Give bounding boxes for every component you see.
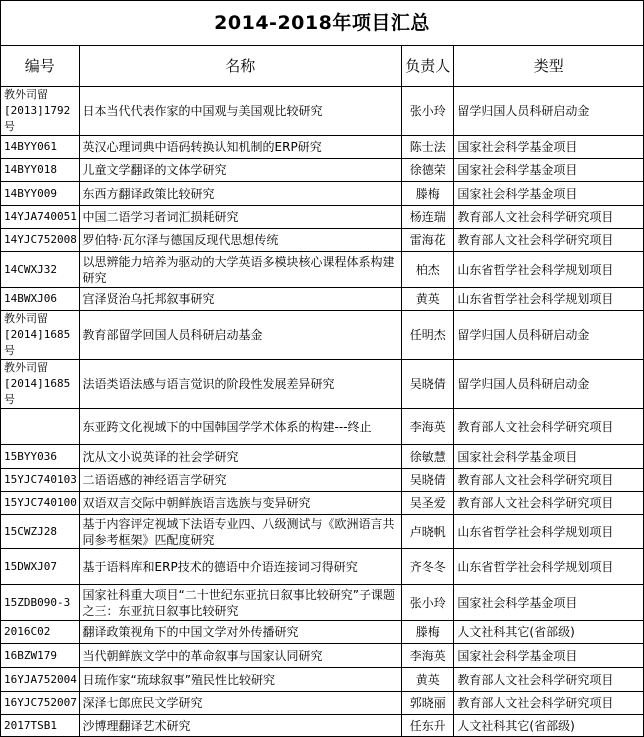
cell-name: 基于内容评定视域下法语专业四、八级测试与《欧洲语言共同参考框架》匹配度研究 [79, 515, 402, 549]
cell-name: 翻译政策视角下的中国文学对外传播研究 [79, 621, 402, 644]
cell-name: 中国二语学习者词汇损耗研究 [79, 206, 402, 229]
table-row [1, 515, 644, 549]
cell-leader: 李海英 [402, 644, 454, 668]
cell-type: 人文社科其它(省部级) [454, 715, 644, 737]
cell-leader: 徐德荣 [402, 159, 454, 182]
cell-leader: 卢晓帆 [402, 515, 454, 549]
cell-name: 罗伯特·瓦尔泽与德国反现代思想传统 [79, 229, 402, 252]
column-header-name: 名称 [79, 46, 402, 87]
cell-id: 15YJC740103 [1, 469, 80, 492]
cell-leader: 李海英 [402, 409, 454, 445]
cell-leader: 徐敏慧 [402, 445, 454, 469]
cell-id: 14YJC752008 [1, 229, 80, 252]
cell-name: 法语类语法感与语言觉识的阶段性发展差异研究 [79, 360, 402, 409]
cell-name: 东亚跨文化视域下的中国韩国学学术体系的构建---终止 [79, 409, 402, 445]
cell-type: 山东省哲学社会科学规划项目 [454, 549, 644, 585]
cell-id: 2017TSB1 [1, 715, 80, 737]
cell-type: 国家社会科学基金项目 [454, 159, 644, 182]
cell-type: 教育部人文社会科学研究项目 [454, 409, 644, 445]
table-row [1, 252, 644, 288]
cell-leader: 滕梅 [402, 182, 454, 206]
cell-leader: 黄英 [402, 668, 454, 692]
table-row [1, 668, 644, 692]
cell-id: 15ZDB090-3 [1, 585, 80, 621]
cell-leader: 张小玲 [402, 87, 454, 136]
table-row [1, 469, 644, 492]
cell-leader: 柏杰 [402, 252, 454, 288]
cell-name: 儿童文学翻译的文体学研究 [79, 159, 402, 182]
cell-type: 教育部人文社会科学研究项目 [454, 692, 644, 715]
table-row [1, 182, 644, 206]
cell-type: 山东省哲学社会科学规划项目 [454, 288, 644, 311]
cell-type: 人文社科其它(省部级) [454, 621, 644, 644]
cell-name: 以思辨能力培养为驱动的大学英语多模块核心课程体系构建研究 [79, 252, 402, 288]
cell-id: 15CWZJ28 [1, 515, 80, 549]
cell-type: 国家社会科学基金项目 [454, 585, 644, 621]
cell-leader: 黄英 [402, 288, 454, 311]
cell-id: 教外司留[2013]1792号 [1, 87, 80, 136]
cell-leader: 陈士法 [402, 136, 454, 159]
cell-name: 日本当代代表作家的中国观与美国观比较研究 [79, 87, 402, 136]
column-header-type: 类型 [454, 46, 644, 87]
cell-type: 留学归国人员科研启动金 [454, 360, 644, 409]
cell-leader: 吴圣爱 [402, 492, 454, 515]
cell-name: 沈从文小说英译的社会学研究 [79, 445, 402, 469]
table-row [1, 136, 644, 159]
cell-id: 14BWXJ06 [1, 288, 80, 311]
cell-leader: 雷海花 [402, 229, 454, 252]
cell-type: 教育部人文社会科学研究项目 [454, 492, 644, 515]
cell-id: 教外司留[2014]1685号 [1, 311, 80, 360]
table-row [1, 360, 644, 409]
cell-name: 双语双言交际中朝鲜族语言选族与变异研究 [79, 492, 402, 515]
table-row [1, 715, 644, 737]
cell-id: 15YJC740100 [1, 492, 80, 515]
table-title: 2014-2018年项目汇总 [1, 1, 644, 46]
cell-leader: 张小玲 [402, 585, 454, 621]
table-row [1, 229, 644, 252]
cell-id: 16BZW179 [1, 644, 80, 668]
cell-name: 当代朝鲜族文学中的革命叙事与国家认同研究 [79, 644, 402, 668]
table-row [1, 585, 644, 621]
table-row [1, 549, 644, 585]
cell-id: 2016C02 [1, 621, 80, 644]
cell-type: 教育部人文社会科学研究项目 [454, 469, 644, 492]
cell-id: 14CWXJ32 [1, 252, 80, 288]
cell-leader: 郭晓丽 [402, 692, 454, 715]
cell-name: 二语语感的神经语言学研究 [79, 469, 402, 492]
cell-type: 教育部人文社会科学研究项目 [454, 206, 644, 229]
cell-type: 国家社会科学基金项目 [454, 445, 644, 469]
cell-id: 15DWXJ07 [1, 549, 80, 585]
table-row [1, 206, 644, 229]
cell-type: 山东省哲学社会科学规划项目 [454, 252, 644, 288]
cell-id: 14BYY018 [1, 159, 80, 182]
cell-leader: 吴晓倩 [402, 360, 454, 409]
cell-type: 山东省哲学社会科学规划项目 [454, 515, 644, 549]
cell-name: 深泽七郎庶民文学研究 [79, 692, 402, 715]
cell-id: 15BYY036 [1, 445, 80, 469]
cell-type: 国家社会科学基金项目 [454, 182, 644, 206]
table-row [1, 288, 644, 311]
table-row [1, 445, 644, 469]
cell-leader: 杨连瑞 [402, 206, 454, 229]
cell-id: 16YJC752007 [1, 692, 80, 715]
column-header-id: 编号 [1, 46, 80, 87]
cell-type: 国家社会科学基金项目 [454, 136, 644, 159]
table-row [1, 409, 644, 445]
cell-type: 教育部人文社会科学研究项目 [454, 668, 644, 692]
cell-leader: 任明杰 [402, 311, 454, 360]
table-row [1, 311, 644, 360]
cell-leader: 齐冬冬 [402, 549, 454, 585]
cell-name: 宫泽贤治乌托邦叙事研究 [79, 288, 402, 311]
cell-leader: 吴晓倩 [402, 469, 454, 492]
table-row [1, 492, 644, 515]
cell-id: 14YJA740051 [1, 206, 80, 229]
cell-type: 教育部人文社会科学研究项目 [454, 229, 644, 252]
cell-name: 教育部留学回国人员科研启动基金 [79, 311, 402, 360]
cell-name: 东西方翻译政策比较研究 [79, 182, 402, 206]
table-row [1, 644, 644, 668]
cell-name: 基于语料库和ERP技术的德语中介语连接词习得研究 [79, 549, 402, 585]
cell-name: 沙博理翻译艺术研究 [79, 715, 402, 737]
cell-id: 16YJA752004 [1, 668, 80, 692]
table-row [1, 87, 644, 136]
table-row [1, 621, 644, 644]
cell-leader: 滕梅 [402, 621, 454, 644]
cell-type: 国家社会科学基金项目 [454, 644, 644, 668]
cell-id: 14BYY061 [1, 136, 80, 159]
column-header-leader: 负责人 [402, 46, 454, 87]
cell-name: 英汉心理词典中语码转换认知机制的ERP研究 [79, 136, 402, 159]
cell-id: 教外司留[2014]1685号 [1, 360, 80, 409]
table-body [1, 87, 644, 737]
cell-id [1, 409, 80, 445]
table-row [1, 692, 644, 715]
table-row [1, 159, 644, 182]
cell-type: 留学归国人员科研启动金 [454, 87, 644, 136]
cell-id: 14BYY009 [1, 182, 80, 206]
cell-name: 国家社科重大项目“二十世纪东亚抗日叙事比较研究”子课题之三：东亚抗日叙事比较研究 [79, 585, 402, 621]
cell-leader: 任东升 [402, 715, 454, 737]
cell-type: 留学归国人员科研启动金 [454, 311, 644, 360]
cell-name: 日琉作家“琉球叙事”殖民性比较研究 [79, 668, 402, 692]
